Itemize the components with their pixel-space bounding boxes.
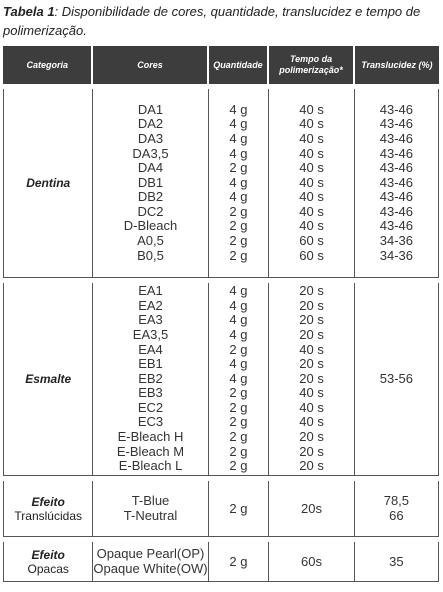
dentina-cor: DA4 [137,160,164,176]
esmalte-quantidade: 2 g [229,341,248,357]
dentina-quantidade: 4 g [229,130,248,146]
dentina-tempo: 60 s [299,233,324,249]
esmalte-tempo: 40 s [299,385,324,401]
dentina-quantidade: 2 g [229,203,248,219]
dentina-quantidade: 2 g [229,160,248,176]
header-categoria: Categoria [3,46,93,84]
categoria-translucidas-line1: Efeito [31,494,65,509]
table-caption [3,2,441,40]
dentina-tempo: 40 s [299,116,324,132]
row-efeito-opacas [3,542,439,582]
dentina-quantidade-list [209,103,269,264]
header-tempo-line1: Tempo da [289,54,333,64]
dentina-tempo: 40 s [299,174,324,190]
cell-opacas-categoria [3,542,93,582]
cell-opacas-quantidade: 2 g [209,542,270,582]
header-quantidade: Quantidade [209,46,270,84]
esmalte-quantidade-list [209,284,269,474]
dentina-translucidez: 34-36 [379,247,413,263]
esmalte-cor: E-Bleach H [117,429,184,445]
dentina-quantidade: 2 g [229,247,248,263]
dentina-translucidez: 43-46 [379,174,413,190]
dentina-translucidez: 43-46 [379,160,413,176]
dentina-cor: DA3 [137,130,164,146]
esmalte-cor-list [93,284,207,474]
row-esmalte [3,283,439,476]
esmalte-quantidade: 4 g [229,283,248,299]
esmalte-quantidade: 4 g [229,326,248,342]
dentina-quantidade: 2 g [229,233,248,249]
opacas-cor: Opaque White(OW) [93,560,208,576]
dentina-cor: DB1 [137,174,164,190]
dentina-cor: A0,5 [137,233,164,249]
esmalte-tempo: 40 s [299,341,324,357]
esmalte-tempo: 20 s [299,458,324,474]
header-tempo-line2: polimerização* [279,65,343,75]
caption-label: Tabela 1 [3,4,55,19]
dentina-tempo: 40 s [299,130,324,146]
dentina-tempo: 40 s [299,101,324,117]
header-cores: Cores [93,46,208,84]
header-translucidez: Translucidez (%) [355,46,439,84]
dentina-cor: DC2 [137,203,164,219]
cell-dentina-categoria [3,89,93,278]
dentina-quantidade: 4 g [229,145,248,161]
translucidas-translucidez-list [355,494,438,523]
categoria-opacas-line2: Opacas [27,561,69,576]
opacas-cor: Opaque Pearl(OP) [96,545,205,561]
cell-dentina-cores [93,89,208,278]
header-tempo [269,46,354,84]
row-dentina [3,89,439,278]
esmalte-quantidade: 4 g [229,370,248,386]
dentina-translucidez: 43-46 [379,189,413,205]
table-header-row [3,46,439,84]
translucidas-cor: T-Neutral [123,507,178,523]
esmalte-tempo-list [269,284,353,474]
esmalte-cor: EC3 [137,414,164,430]
cell-esmalte-categoria [3,283,93,476]
categoria-translucidas-line2: Translúcidas [14,508,82,523]
esmalte-quantidade: 2 g [229,385,248,401]
dentina-cor: D-Bleach [123,218,178,234]
dentina-cor: DA1 [137,101,164,117]
esmalte-cor: EA2 [138,297,163,313]
dentina-quantidade: 4 g [229,116,248,132]
esmalte-tempo: 20 s [299,297,324,313]
esmalte-tempo: 40 s [299,399,324,415]
dentina-quantidade: 4 g [229,101,248,117]
categoria-dentina: Dentina [26,176,71,190]
esmalte-tempo: 20 s [299,283,324,299]
dentina-translucidez: 43-46 [379,218,413,234]
esmalte-cor: EB2 [138,370,163,386]
cell-translucidas-quantidade: 2 g [209,481,270,537]
esmalte-cor: E-Bleach M [116,443,185,459]
dentina-quantidade: 2 g [229,218,248,234]
categoria-esmalte: Esmalte [25,372,72,386]
esmalte-quantidade: 2 g [229,458,248,474]
dentina-translucidez-list [355,103,438,264]
translucidas-cor: T-Blue [131,492,170,508]
dentina-tempo: 40 s [299,203,324,219]
esmalte-cor: E-Bleach L [118,458,183,474]
dentina-translucidez: 43-46 [379,203,413,219]
dentina-tempo: 40 s [299,218,324,234]
cell-opacas-tempo: 60s [269,542,354,582]
dentina-quantidade: 4 g [229,174,248,190]
dentina-translucidez: 43-46 [379,145,413,161]
esmalte-tempo: 20 s [299,429,324,445]
esmalte-cor: EC2 [137,399,164,415]
cell-opacas-cores [93,542,208,582]
cell-translucidas-cores [93,481,208,537]
cell-translucidas-tempo: 20s [269,481,354,537]
esmalte-tempo: 20 s [299,356,324,372]
dentina-cor: DA2 [137,116,164,132]
dentina-cor: B0,5 [137,247,164,263]
cell-esmalte-tempo [269,283,354,476]
cell-esmalte-cores [93,283,208,476]
cell-translucidas-categoria [3,481,93,537]
cell-opacas-translucidez: 35 [355,542,439,582]
esmalte-quantidade: 2 g [229,429,248,445]
esmalte-quantidade: 2 g [229,443,248,459]
esmalte-cor: EA4 [138,341,163,357]
dentina-tempo: 60 s [299,247,324,263]
esmalte-tempo: 20 s [299,443,324,459]
esmalte-tempo: 20 s [299,312,324,328]
color-availability-table [3,46,439,582]
dentina-quantidade: 4 g [229,189,248,205]
caption-text: : Disponibilidade de cores, quantidade, translucidez e tempo de polimerização. [3,4,421,38]
cell-dentina-tempo [269,89,354,278]
cell-esmalte-quantidade [209,283,270,476]
dentina-cor: DA3,5 [132,145,169,161]
esmalte-quantidade: 4 g [229,312,248,328]
esmalte-tempo: 20 s [299,370,324,386]
opacas-cor-list [93,547,207,576]
esmalte-cor: EA3,5 [132,326,169,342]
row-efeito-translucidas [3,481,439,537]
esmalte-tempo: 20 s [299,326,324,342]
dentina-cor-list [93,103,207,264]
cell-esmalte-translucidez: 53-56 [355,283,439,476]
esmalte-quantidade: 2 g [229,414,248,430]
translucidas-translucidez: 66 [389,507,404,523]
translucidas-translucidez: 78,5 [383,492,410,508]
dentina-translucidez: 43-46 [379,101,413,117]
dentina-cor: DB2 [137,189,164,205]
esmalte-cor: EB3 [138,385,163,401]
esmalte-quantidade: 4 g [229,356,248,372]
cell-dentina-translucidez [355,89,439,278]
esmalte-cor: EB1 [138,356,163,372]
cell-dentina-quantidade [209,89,270,278]
dentina-tempo: 40 s [299,145,324,161]
dentina-translucidez: 34-36 [379,233,413,249]
esmalte-quantidade: 4 g [229,297,248,313]
dentina-translucidez: 43-46 [379,130,413,146]
esmalte-cor: EA1 [138,283,163,299]
dentina-tempo-list [269,103,353,264]
dentina-tempo: 40 s [299,160,324,176]
esmalte-tempo: 40 s [299,414,324,430]
dentina-translucidez: 43-46 [379,116,413,132]
cell-translucidas-translucidez [355,481,439,537]
dentina-tempo: 40 s [299,189,324,205]
translucidas-cor-list [93,494,207,523]
categoria-opacas-line1: Efeito [31,547,65,562]
esmalte-quantidade: 2 g [229,399,248,415]
esmalte-cor: EA3 [138,312,163,328]
